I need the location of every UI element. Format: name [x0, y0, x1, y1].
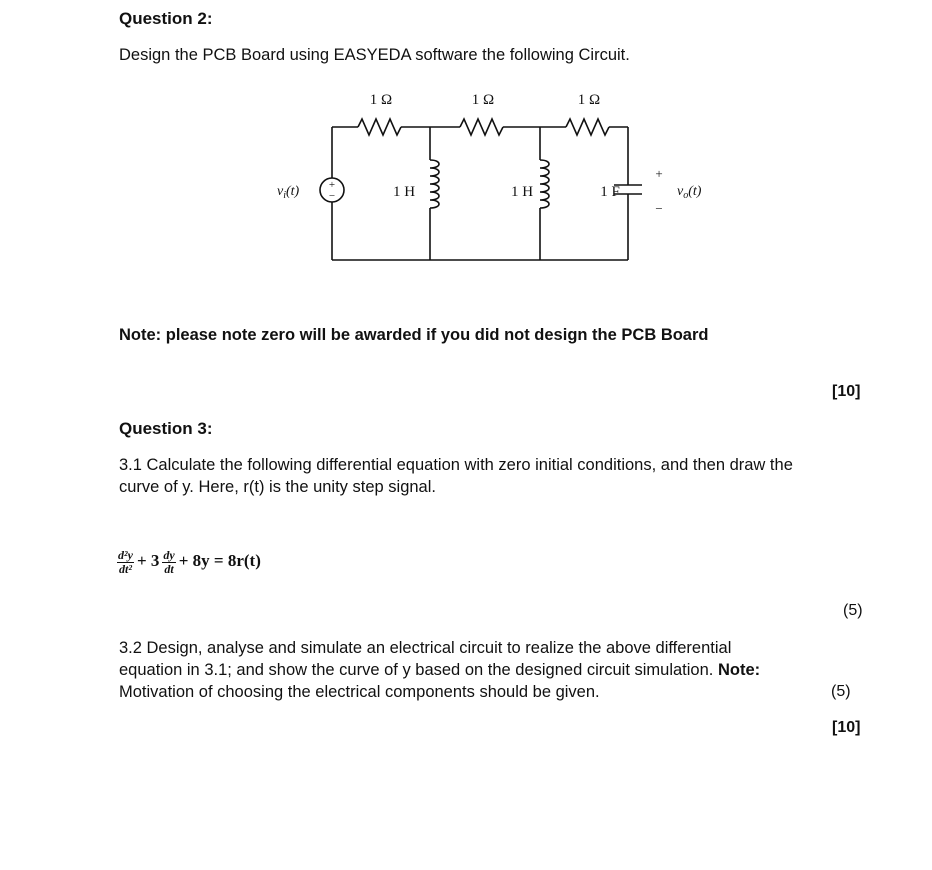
label-l2: 1 H [510, 184, 534, 200]
differential-equation [117, 549, 264, 576]
eq-frac-2: $\frac{dy}{dt}$ [163, 548, 175, 576]
resistor-2 [460, 119, 503, 135]
q3-p1-line2: curve of y. Here, r(t) is the unity step signal. [119, 478, 436, 496]
q3-marks-total: [10] [832, 719, 861, 736]
resistor-3 [566, 119, 609, 135]
label-r3: 1 Ω [577, 92, 601, 108]
q3-p2-line2: equation in 3.1; and show the curve of y based on the designed circuit simulation. Note: [119, 661, 761, 679]
source-minus: − [328, 190, 336, 202]
label-r1: 1 Ω [369, 92, 393, 108]
q2-note: Note: please note zero will be awarded if you did not design the PCB Board [119, 326, 709, 344]
q3-marks-32: (5) [831, 683, 851, 700]
q3-paragraph-1 [119, 454, 793, 498]
q3-p2-line3: Motivation of choosing the electrical components should be given. [119, 683, 600, 701]
inductor-2 [540, 160, 549, 208]
vo-plus: + [655, 166, 663, 181]
label-r2: 1 Ω [471, 92, 495, 108]
q3-heading: Question 3: [119, 419, 213, 438]
q2-marks: [10] [832, 383, 861, 400]
q3-p1-line1: 3.1 Calculate the following differential equation with zero initial conditions, and then draw the [119, 456, 793, 474]
source-plus: + [328, 179, 336, 191]
label-c1: 1 F [600, 184, 620, 200]
vo-minus: − [655, 201, 663, 216]
q3-paragraph-2 [119, 637, 839, 703]
q3-p2-line1: 3.2 Design, analyse and simulate an electrical circuit to realize the above differential [119, 639, 732, 657]
label-vo: $v_o(t)$ [677, 184, 702, 201]
q2-text: Design the PCB Board using EASYEDA software the following Circuit. [119, 46, 630, 64]
eq-rest: + 8y = 8r(t) [178, 551, 261, 571]
resistor-1 [358, 119, 401, 135]
q2-heading: Question 2: [119, 9, 213, 28]
inductor-1 [430, 160, 439, 208]
eq-frac-1: $\frac{\text{d²y}}{\text{dt²}}$ [118, 548, 133, 576]
circuit-diagram [260, 80, 720, 270]
label-l1: 1 H [392, 184, 416, 200]
q3-marks-31: (5) [843, 602, 863, 619]
label-vi: $v_i(t)$ [277, 184, 300, 201]
eq-plus3: + 3 [136, 551, 160, 571]
q3-p2-note: Note: [717, 661, 761, 679]
